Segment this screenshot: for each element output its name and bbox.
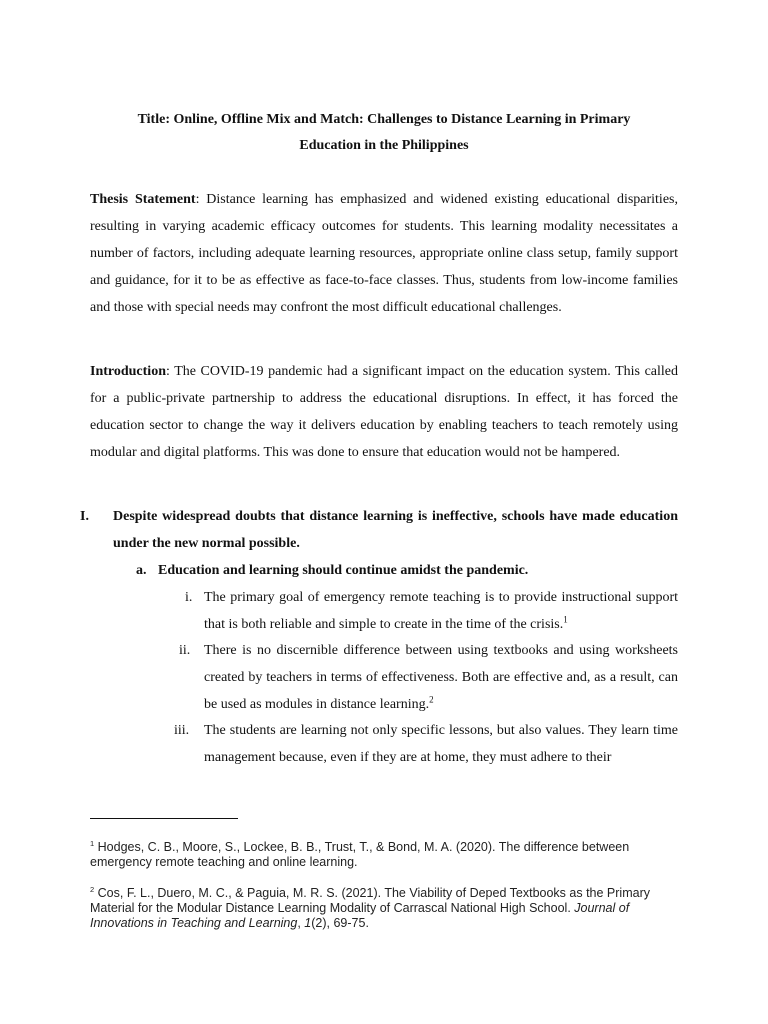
thesis-text: : Distance learning has emphasized and widened existing educational disparities, resulting in varying academic efficacy outcomes for students. This learning modality necessitates a number of factors, including adequate learning resources, appropriate online class setup, family support and guidance, for it to be as effective as face-to-face classes. Thus, students from low-income families and those with special needs may confront the most difficult educational challenges. <box>90 192 678 315</box>
point-text: The students are learning not only specific lessons, but also values. They learn time management because, even if they are at home, they must adhere to their <box>204 723 678 765</box>
section-text: Despite widespread doubts that distance learning is ineffective, schools have made education under the new normal possible. <box>113 509 678 551</box>
title-line-1: Title: Online, Offline Mix and Match: Challenges to Distance Learning in Primary <box>137 112 631 127</box>
introduction-label: Introduction <box>90 364 166 379</box>
footnote-2 <box>90 886 670 931</box>
point-text: There is no discernible difference between using textbooks and using worksheets created by teachers in terms of effectiveness. Both are effective and, as a result, can be used as modules in distance learning. <box>204 643 678 712</box>
journal-title: Journal of Innovations in Teaching and Learning <box>90 901 630 930</box>
footnote-separator <box>90 818 238 819</box>
footnote-text: Cos, F. L., Duero, M. C., & Paguia, M. R. S. (2021). The Viability of Deped Textbooks as the Primary Material for the Modular Distance Learning Modality of Carrascal National High School. <box>90 886 650 915</box>
footnote-1 <box>90 840 670 870</box>
thesis-label: Thesis Statement <box>90 192 196 207</box>
journal-issue: (2) <box>311 916 327 930</box>
introduction-text: : The COVID-19 pandemic had a significant impact on the education system. This called for a public-private partnership to address the educational disruptions. In effect, it has forced the education sector to change the way it delivers education by enabling teachers to teach remotely using modular and digital platforms. This was done to ensure that education would not be hampered. <box>90 364 678 460</box>
journal-pages: , 69-75. <box>326 916 369 930</box>
citation-separator: , <box>297 916 305 930</box>
title-line-2: Education in the Philippines <box>299 138 469 153</box>
subsection-marker: a. <box>136 563 147 578</box>
footnote-ref[interactable]: 1 <box>563 614 568 625</box>
introduction <box>90 358 678 466</box>
section-marker: I. <box>80 509 89 524</box>
footnote-number: 1 <box>90 838 95 848</box>
point-text: The primary goal of emergency remote teaching is to provide instructional support that is both reliable and simple to create in the time of the crisis. <box>204 590 678 632</box>
footnote-text: Hodges, C. B., Moore, S., Lockee, B. B., Trust, T., & Bond, M. A. (2020). The difference between emergency remote teaching and online learning. <box>90 840 630 869</box>
footnote-ref[interactable]: 2 <box>429 694 434 705</box>
thesis-statement <box>90 186 678 321</box>
journal-volume: 1 <box>304 916 312 930</box>
point-marker: iii. <box>174 723 190 738</box>
point-marker: ii. <box>179 643 191 658</box>
footnote-number: 2 <box>90 884 95 894</box>
subsection-text: Education and learning should continue amidst the pandemic. <box>158 563 529 578</box>
point-marker: i. <box>185 590 193 605</box>
document-title <box>100 107 668 159</box>
